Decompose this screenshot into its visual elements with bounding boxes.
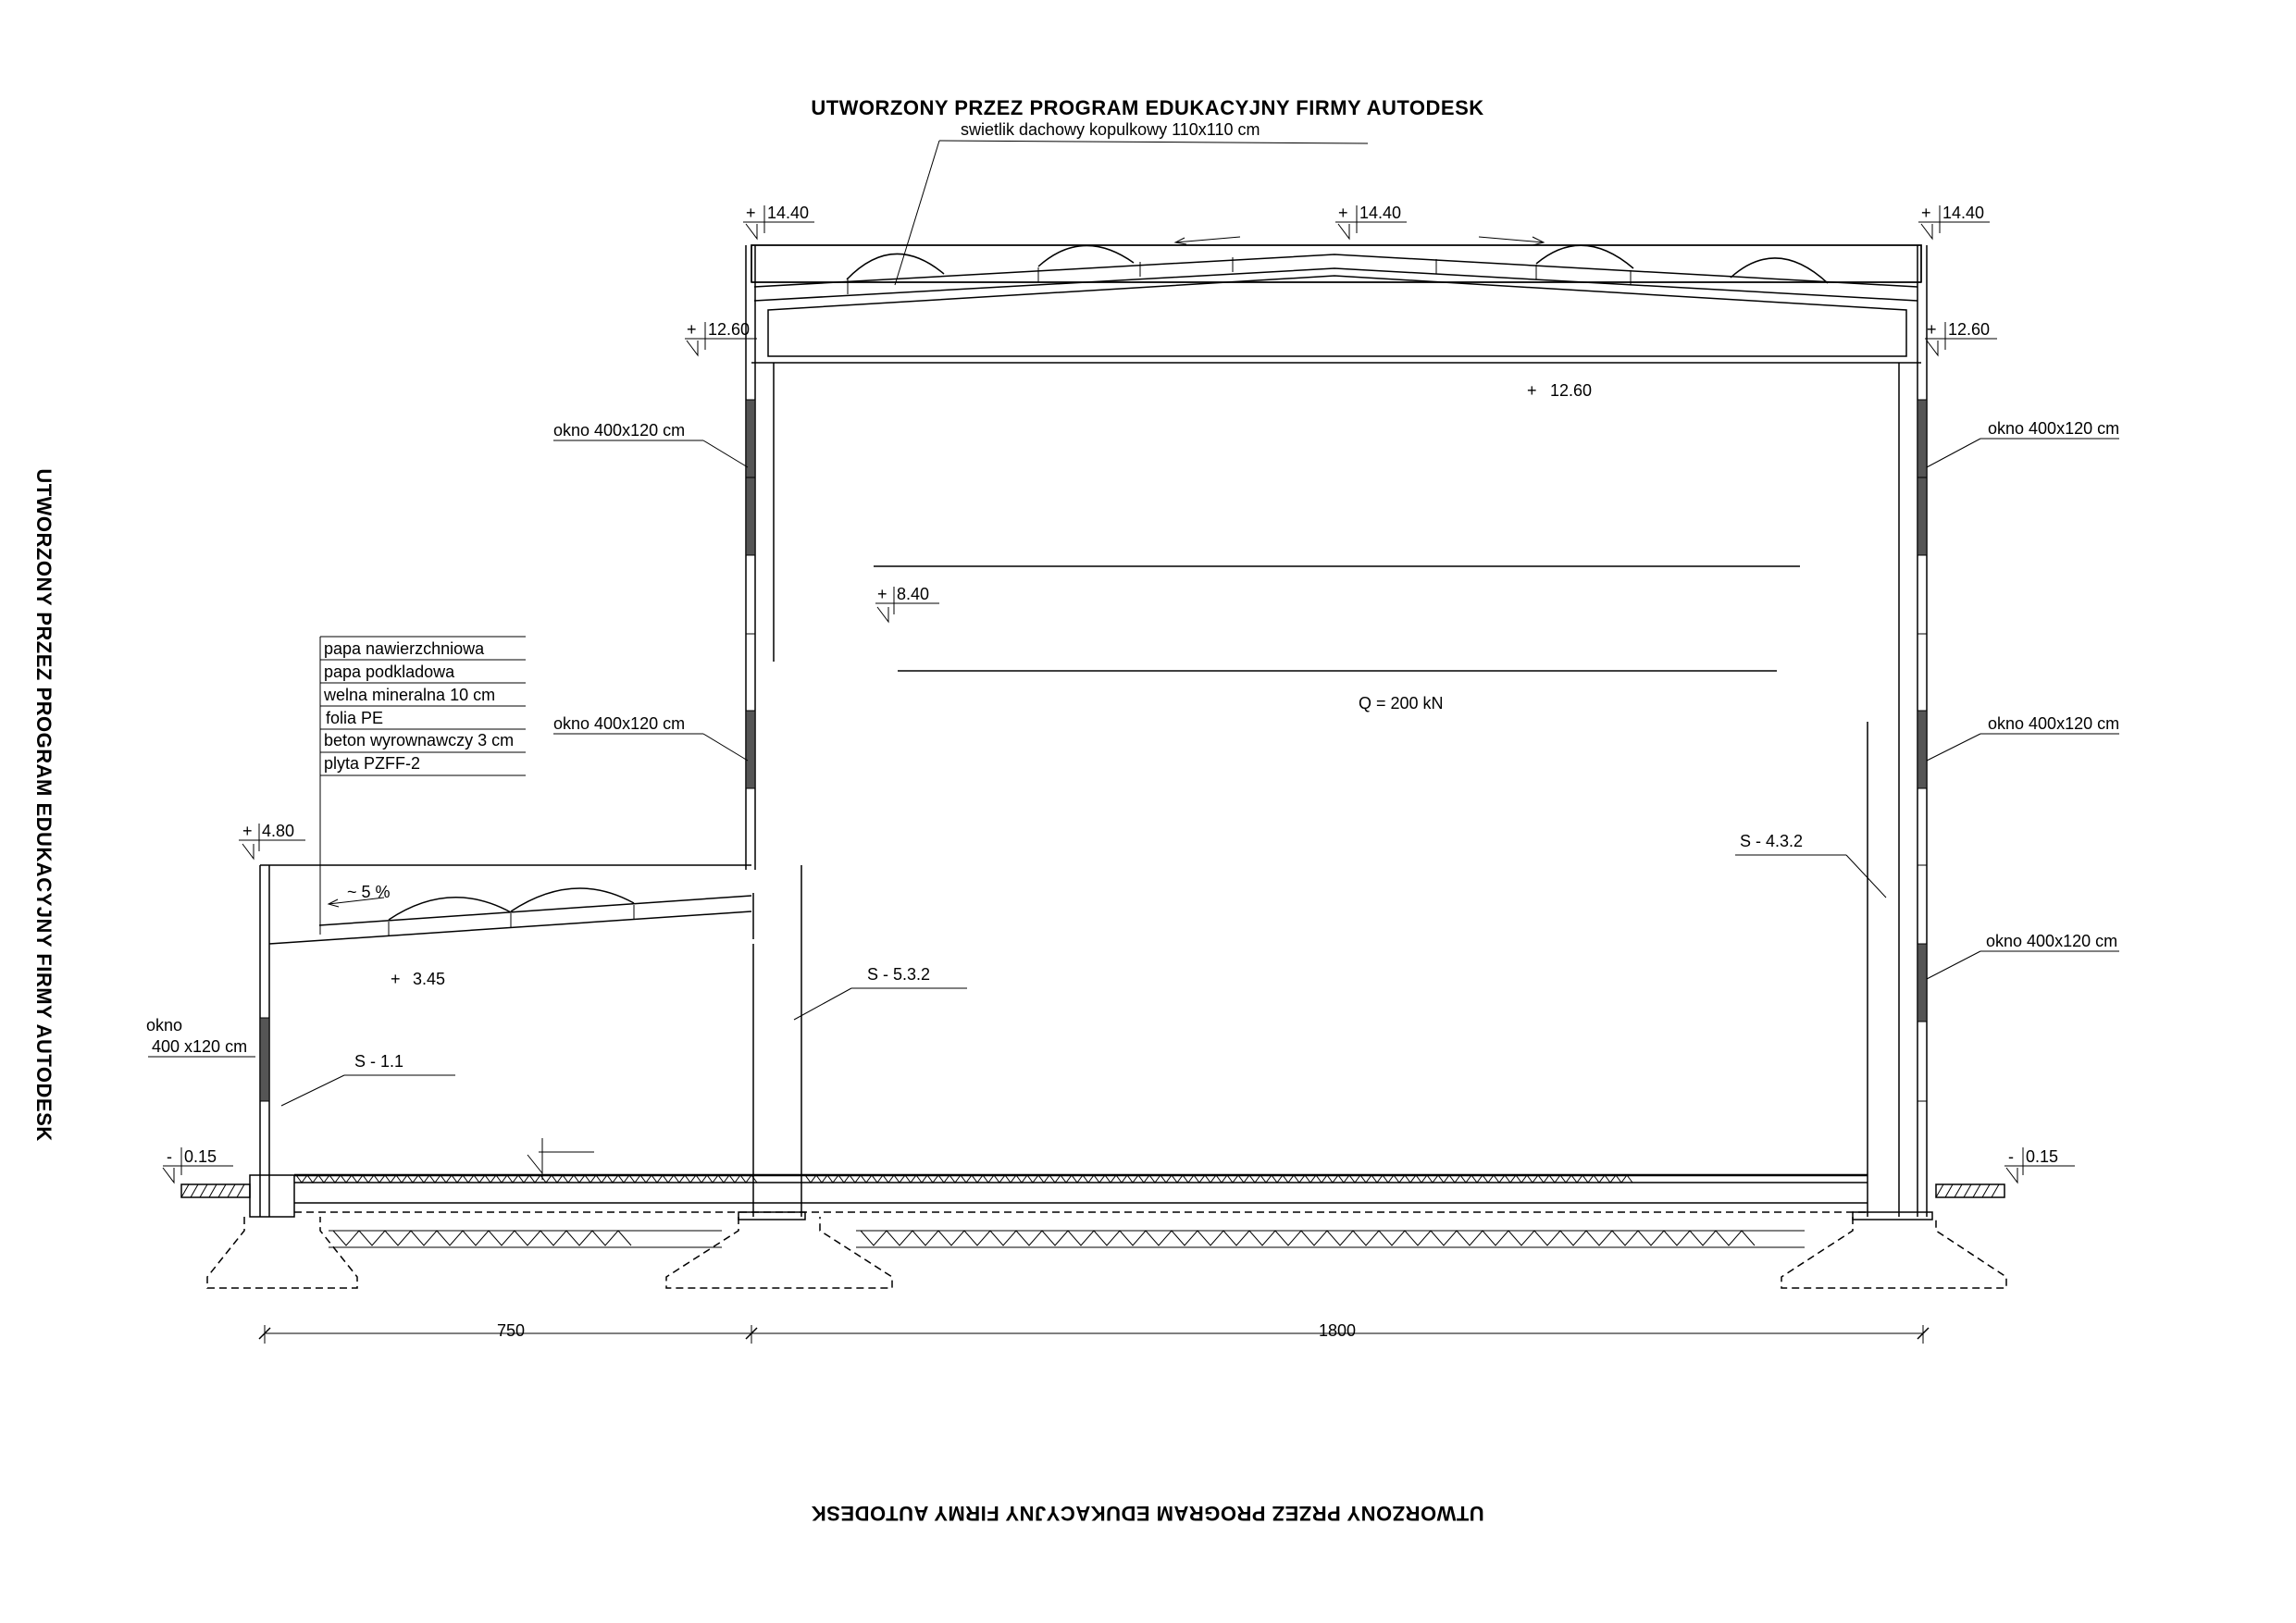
callout-window-right-mid — [1927, 714, 2119, 761]
level-marker-crane — [875, 585, 939, 622]
right-main-wall — [1899, 245, 1927, 1217]
skylight-label: swietlik dachowy kopulkowy 110x110 cm — [961, 120, 1260, 139]
level-top-mid: 14.40 — [1359, 204, 1402, 222]
svg-text:+: + — [391, 970, 401, 988]
level-marker-ceiling — [1527, 381, 1592, 400]
callout-window-annex — [146, 1016, 255, 1057]
level-ceiling: 12.60 — [1550, 381, 1593, 400]
window-right-mid — [1917, 711, 1927, 788]
level-marker-ground-left — [163, 1147, 233, 1183]
level-crane: 8.40 — [897, 585, 930, 603]
window-annex — [260, 1018, 269, 1101]
level-eave-left: 12.60 — [708, 320, 751, 339]
svg-text:+: + — [1527, 381, 1537, 400]
column-callout-right — [1735, 832, 1886, 898]
level-eave-right: 12.60 — [1948, 320, 1991, 339]
crane-beams — [874, 566, 1800, 671]
roof-layer-4: folia PE — [326, 709, 384, 727]
window-right-upper — [1917, 400, 1927, 477]
callout-window-right-upper — [1927, 419, 2119, 467]
watermark-bottom: UTWORZONY PRZEZ PROGRAM EDUKACYJNY FIRMY AUTODESK — [811, 1502, 1484, 1525]
level-marker-top-right — [1918, 204, 1990, 239]
floor-slab — [294, 1175, 1868, 1247]
floor-level-mark — [527, 1138, 594, 1180]
roof-layer-2: papa podkladowa — [324, 663, 455, 681]
window-right-low — [1917, 944, 1927, 1022]
level-low-roof: 4.80 — [262, 822, 295, 840]
level-marker-low-ceiling — [391, 970, 445, 988]
watermark-top: UTWORZONY PRZEZ PROGRAM EDUKACYJNY FIRMY AUTODESK — [811, 96, 1484, 119]
window-left-mid — [746, 711, 755, 788]
svg-text:okno 400x120 cm: okno 400x120 cm — [1986, 932, 2118, 950]
level-ground-left: 0.15 — [184, 1147, 217, 1166]
svg-text:+: + — [1927, 320, 1937, 339]
svg-text:-: - — [2008, 1147, 2014, 1166]
svg-text:+: + — [877, 585, 887, 603]
level-ground-right: 0.15 — [2026, 1147, 2059, 1166]
svg-text:okno: okno — [146, 1016, 183, 1035]
level-marker-low-roof — [239, 822, 305, 859]
skylight-callout — [895, 120, 1368, 285]
svg-text:+: + — [242, 822, 253, 840]
crane-load-label: Q = 200 kN — [1359, 694, 1444, 712]
roof-layer-1: papa nawierzchniowa — [324, 639, 485, 658]
callout-window-left-upper — [553, 421, 748, 467]
middle-column — [753, 865, 801, 1217]
foundations — [181, 1175, 2006, 1288]
svg-text:+: + — [746, 204, 756, 222]
main-roof — [751, 237, 1921, 363]
level-marker-top-mid — [1335, 204, 1407, 239]
watermark-left: UTWORZONY PRZEZ PROGRAM EDUKACYJNY FIRMY AUTODESK — [32, 468, 56, 1142]
level-top-left: 14.40 — [767, 204, 810, 222]
level-top-right: 14.40 — [1942, 204, 1985, 222]
level-marker-ground-right — [2004, 1147, 2075, 1183]
level-marker-top-left — [743, 204, 814, 239]
svg-text:400 x120 cm: 400 x120 cm — [152, 1037, 248, 1056]
dimension-line — [259, 1321, 1929, 1344]
roof-layer-6: plyta PZFF-2 — [324, 754, 421, 773]
window-left-upper — [746, 400, 755, 477]
svg-text:okno 400x120 cm: okno 400x120 cm — [553, 714, 686, 733]
svg-text:S - 5.3.2: S - 5.3.2 — [867, 965, 931, 984]
dimension-left-span: 750 — [496, 1321, 526, 1340]
svg-text:+: + — [687, 320, 697, 339]
column-callout-middle — [794, 965, 967, 1020]
window-right-upper-2 — [1917, 477, 1927, 555]
svg-text:okno 400x120 cm: okno 400x120 cm — [1988, 714, 2120, 733]
column-callout-annex — [281, 1052, 455, 1106]
svg-text:S - 4.3.2: S - 4.3.2 — [1740, 832, 1804, 850]
svg-text:okno 400x120 cm: okno 400x120 cm — [553, 421, 686, 440]
svg-text:+: + — [1921, 204, 1931, 222]
dimension-right-span: 1800 — [1318, 1321, 1357, 1340]
level-marker-eave-right — [1925, 320, 1997, 355]
annex — [260, 865, 751, 1217]
svg-text:-: - — [167, 1147, 172, 1166]
window-left-upper-2 — [746, 477, 755, 555]
svg-text:S - 1.1: S - 1.1 — [354, 1052, 404, 1071]
svg-text:+: + — [1338, 204, 1348, 222]
slope-label: ~ 5 % — [347, 883, 391, 901]
svg-text:okno 400x120 cm: okno 400x120 cm — [1988, 419, 2120, 438]
level-low-ceiling: 3.45 — [413, 970, 446, 988]
roof-layer-5: beton wyrownawczy 3 cm — [324, 731, 515, 750]
roof-layer-3: welna mineralna 10 cm — [324, 686, 496, 704]
callout-window-right-low — [1927, 932, 2119, 979]
callout-window-left-mid — [553, 714, 748, 761]
